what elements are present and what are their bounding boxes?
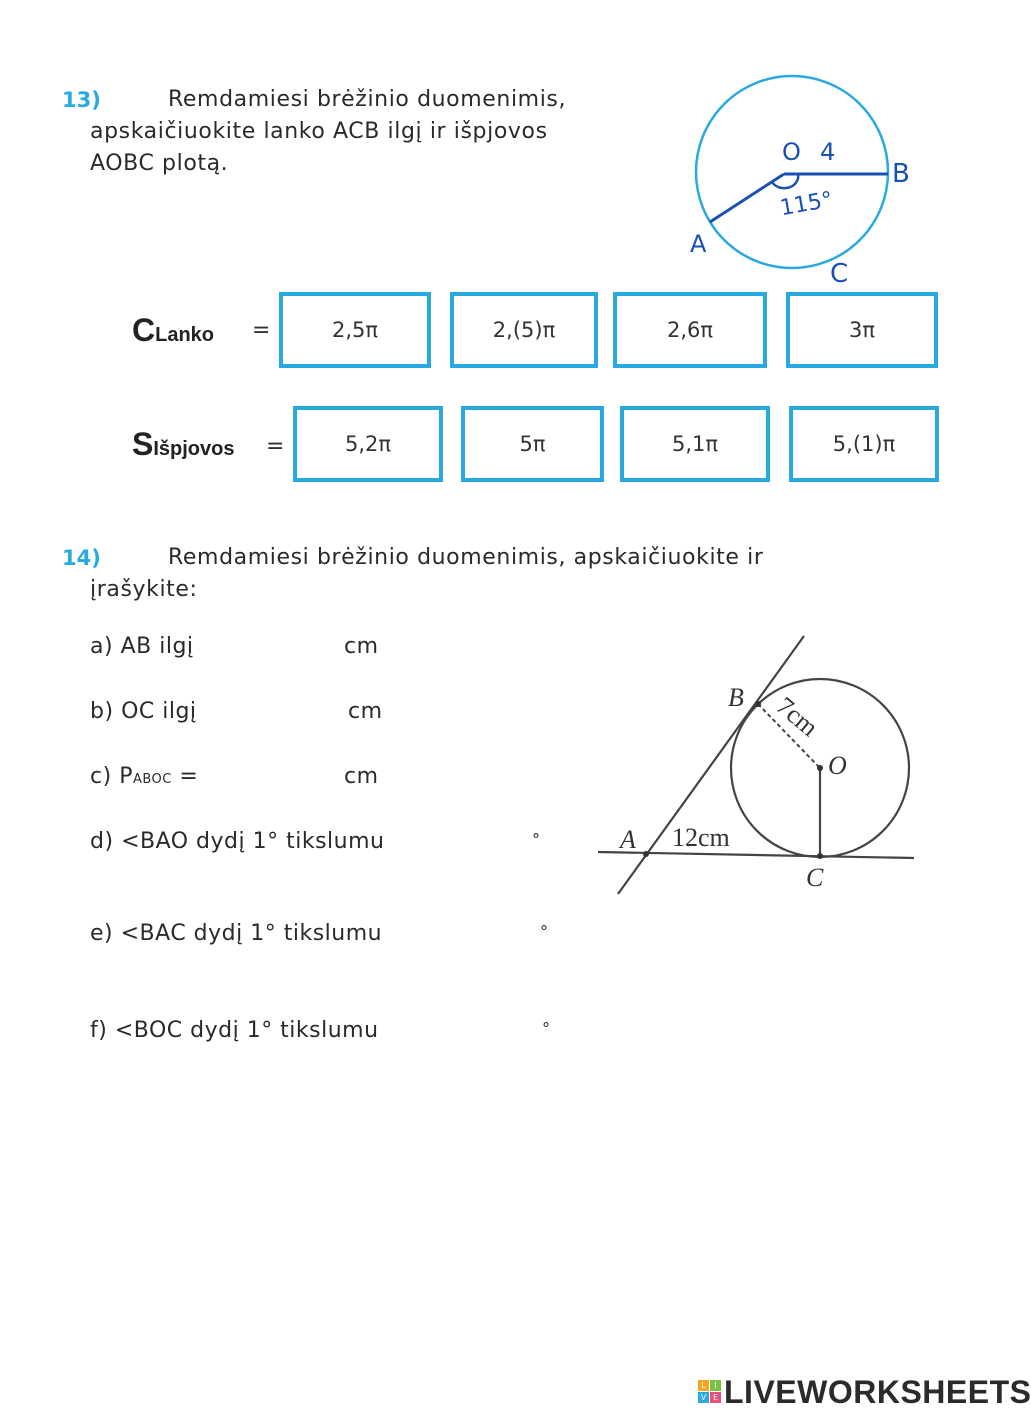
q14-item-e [90,921,382,946]
sector-symbol: S [132,426,154,462]
q13-text-line3: AOBC plotą. [90,151,229,176]
liveworksheets-brand: LIVEWORKSHEETS [724,1374,1031,1410]
label-O: O [828,751,847,780]
answer-ab-length-input[interactable] [226,634,340,664]
q14-item-b [90,699,197,724]
label-O: O [782,138,801,166]
angle-arc [772,174,798,188]
q14-tangent-figure [592,628,932,902]
logo-letter-i: I [710,1380,721,1391]
logo-letter-e: E [710,1392,721,1403]
sector-area-label [132,426,234,463]
item-perimeter-symbol: P [119,764,133,789]
label-C: C [806,863,824,892]
q14-item-c [90,764,198,789]
item-prefix: b) [90,699,114,724]
degree-symbol-icon: ° [532,830,540,849]
answer-angle-bac-input[interactable] [420,921,538,951]
q14-text-line2: įrašykite: [90,577,198,602]
degree-symbol-icon: ° [540,922,548,941]
sector-subscript: Išpjovos [153,438,235,460]
label-B: B [892,159,910,189]
label-angle-115: 115° [778,187,835,222]
q13-text-line2: apskaičiuokite lanko ACB ilgį ir išpjovos [90,119,548,144]
answer-perimeter-input[interactable] [210,764,340,794]
label-C: C [830,259,849,289]
q13-text-line1: Remdamiesi brėžinio duomenimis, [168,87,567,112]
q14-item-f [90,1018,379,1043]
logo-letter-v: V [698,1392,709,1403]
item-prefix: d) [90,829,114,854]
answer-angle-boc-input[interactable] [420,1018,540,1048]
point-C [817,853,823,859]
q13-circle-figure [680,60,940,300]
arc-symbol: C [132,312,156,348]
sector-option-1[interactable]: 5,2π [293,406,443,482]
arc-option-3[interactable]: 2,6π [613,292,767,368]
point-B [755,701,761,707]
label-A: A [690,230,707,258]
item-text: AB ilgį [120,634,194,659]
label-radius-7cm: 7cm [770,691,824,743]
item-prefix: f) [90,1018,108,1043]
point-A [643,851,649,857]
logo-letter-l: L [698,1380,709,1391]
item-perimeter-subscript: ABOC [132,772,172,787]
sector-option-4[interactable]: 5,(1)π [789,406,939,482]
item-prefix: a) [90,634,114,659]
item-text: <BAC dydį 1° tikslumu [120,921,383,946]
q14-item-d [90,829,384,854]
item-prefix: e) [90,921,114,946]
item-text: <BAO dydį 1° tikslumu [121,829,385,854]
arc-option-4[interactable]: 3π [786,292,938,368]
item-prefix: c) [90,764,112,789]
item-c-unit: cm [344,764,379,789]
answer-angle-bao-input[interactable] [420,829,532,859]
arc-subscript: Lanko [155,324,215,346]
arc-equals: = [252,318,271,343]
sector-equals: = [266,434,285,459]
arc-length-label [132,312,214,349]
label-radius-4: 4 [820,138,836,166]
circle-outline [696,76,888,268]
item-b-unit: cm [348,699,383,724]
q13-number: 13) [62,88,101,112]
item-equals: = [171,764,199,789]
degree-symbol-icon: ° [542,1019,550,1038]
label-A: A [620,825,636,854]
arc-option-2[interactable]: 2,(5)π [450,292,598,368]
label-tangent-12cm: 12cm [672,823,730,852]
item-text: OC ilgį [121,699,197,724]
q14-item-a [90,634,194,659]
sector-option-2[interactable]: 5π [461,406,604,482]
item-a-unit: cm [344,634,379,659]
arc-option-1[interactable]: 2,5π [279,292,431,368]
radius-OA [710,174,784,222]
q14-text-line1: Remdamiesi brėžinio duomenimis, apskaičiuokite ir [168,545,764,570]
q14-number: 14) [62,546,101,570]
answer-oc-length-input[interactable] [226,699,345,729]
label-B: B [728,683,744,712]
item-text: <BOC dydį 1° tikslumu [114,1018,379,1043]
point-O [817,765,823,771]
sector-option-3[interactable]: 5,1π [620,406,770,482]
liveworksheets-logo-icon [698,1380,722,1404]
